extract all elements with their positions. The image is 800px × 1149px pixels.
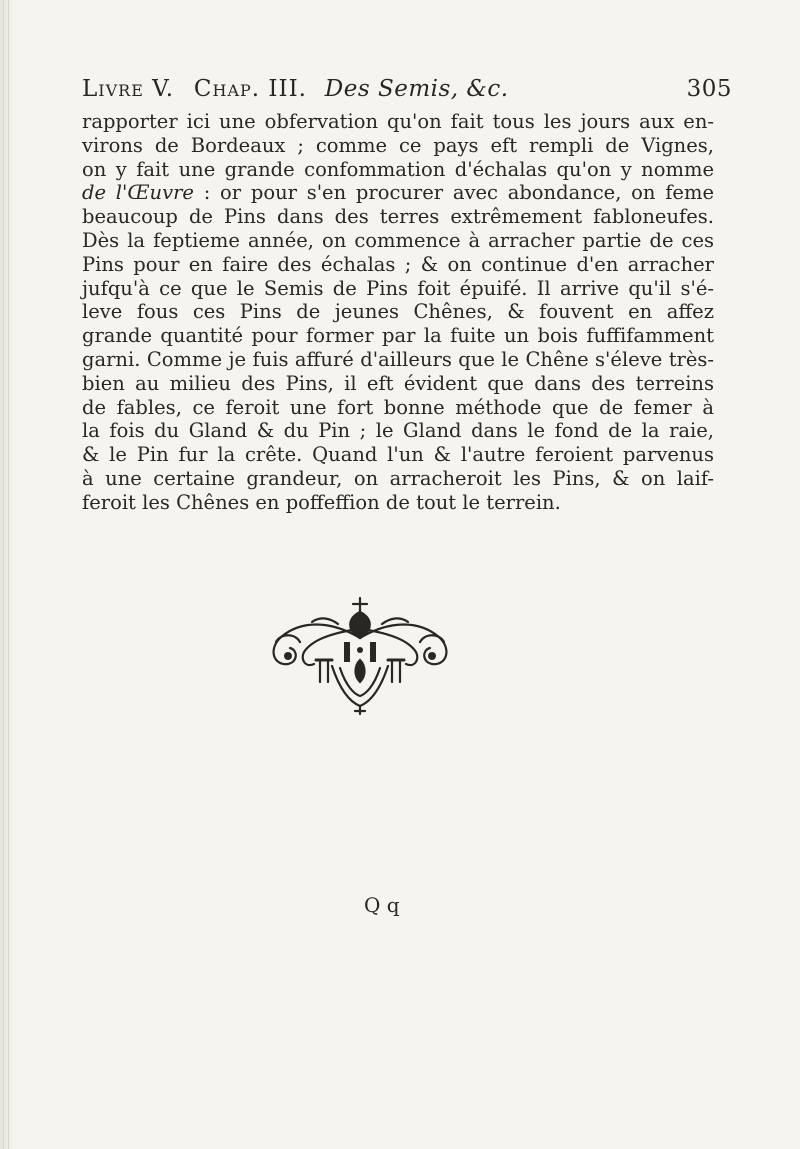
text-line: garni. Comme je fuis affuré d'ailleurs que le Chêne s'éleve très- [82,347,714,371]
text-line: beaucoup de Pins dans des terres extrêmement fabloneufes. [82,205,714,229]
text-line: virons de Bordeaux ; comme ce pays eft rempli de Vignes, [82,133,714,157]
header-chapter: Chap. III. [193,76,307,102]
header-book: Livre V. [82,76,175,102]
text-line: jufqu'à ce que le Semis de Pins foit épuifé. Il arrive qu'il s'é- [82,276,714,300]
text-line: à une certaine grandeur, on arracheroit les Pins, & on laif- [82,466,714,490]
signature-mark: Q q [364,893,400,917]
text-line: rapporter ici une obfervation qu'on fait tous les jours aux en- [82,110,714,133]
text-line: leve fous ces Pins de jeunes Chênes, & fouvent en affez [82,300,714,324]
header-title: Des Semis, &c. [324,76,509,102]
text-line [82,181,714,205]
text-line: on y fait une grande confommation d'échalas qu'on y nomme [82,157,714,181]
ornament-vignette [260,590,460,720]
italic-term: de l'Œuvre [82,181,194,205]
text-line: & le Pin fur la crête. Quand l'un & l'autre feroient parvenus [82,443,714,467]
text-line: bien au milieu des Pins, il eft évident que dans des terreins [82,371,714,395]
text-line: Dès la feptieme année, on commence à arracher partie de ces [82,228,714,252]
gutter-line [8,0,9,1149]
text-line: la fois du Gland & du Pin ; le Gland dans le fond de la raie, [82,419,714,443]
body-text [82,110,714,515]
text-line: grande quantité pour former par la fuite un bois fuffifamment [82,324,714,348]
text-line: Pins pour en faire des échalas ; & on continue d'en arracher [82,252,714,276]
gutter-line [3,0,4,1149]
text-line: feroit les Chênes en poffeffion de tout le terrein. [82,490,561,514]
text-line-rest: : or pour s'en procurer avec abondance, on feme [193,181,714,205]
page-number: 305 [686,76,732,102]
text-line: de fables, ce feroit une fort bonne méthode que de femer à [82,395,714,419]
